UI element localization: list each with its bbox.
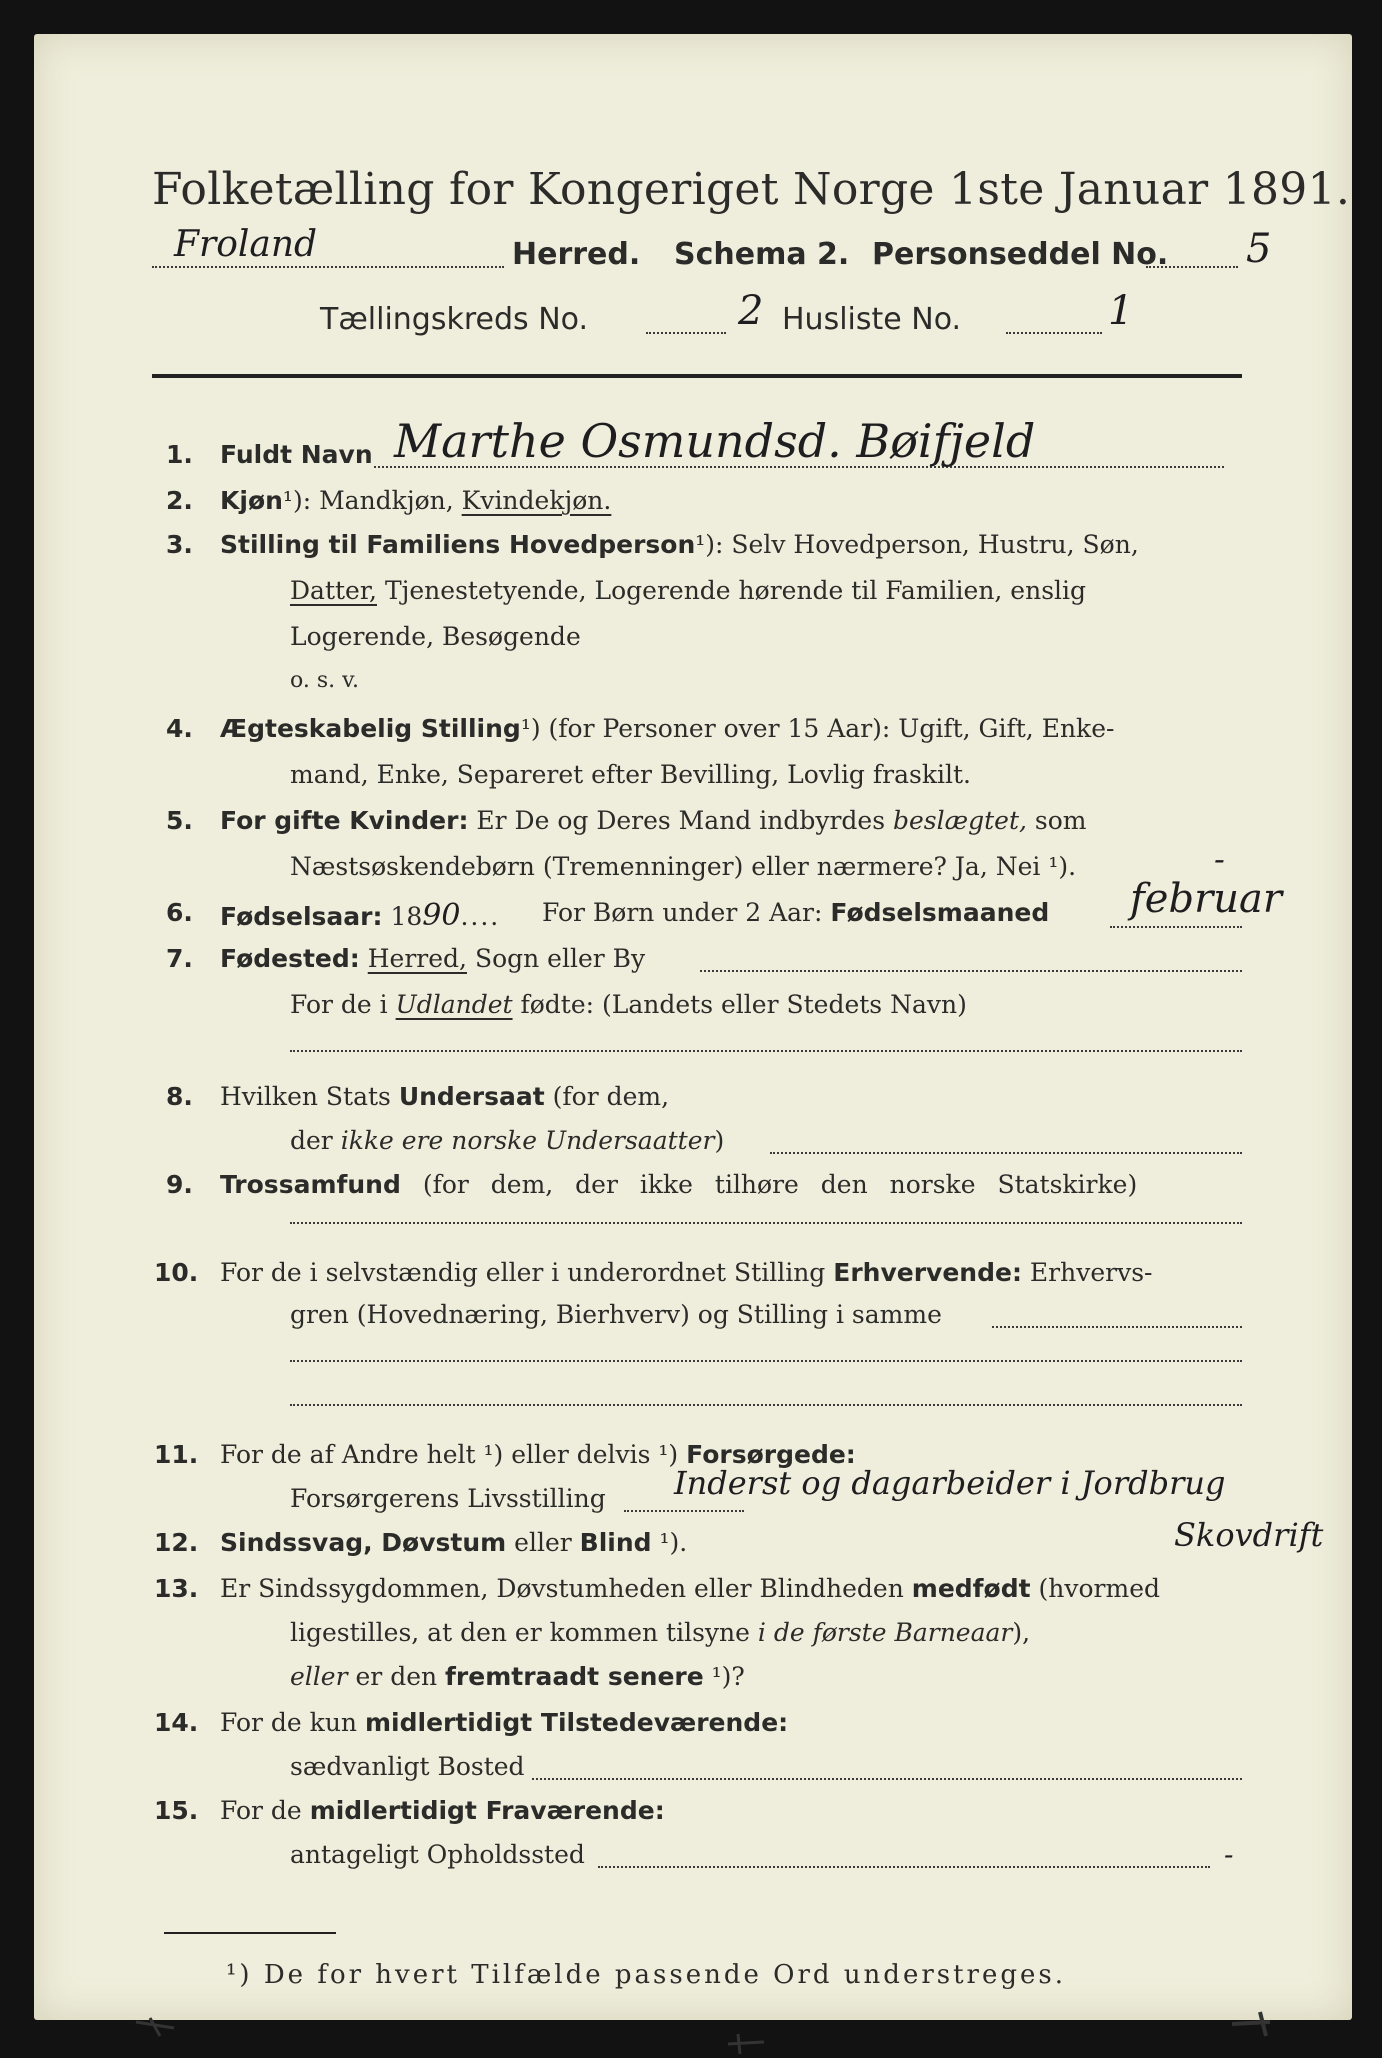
husliste-value: 1 [1108, 288, 1134, 334]
q6-number: 6. [166, 898, 193, 927]
q13-line1 [220, 1574, 1160, 1603]
q1-name-value: Marthe Osmundsd. Bøifjeld [394, 414, 1036, 468]
q10-text-b: Erhvervs- [1029, 1258, 1153, 1287]
q2-option-male: ¹): Mandkjøn, [282, 486, 454, 515]
husliste-dotted-line [1006, 332, 1102, 334]
q10-line1 [220, 1258, 1152, 1287]
q3-number: 3. [166, 530, 193, 559]
personseddel-value: 5 [1246, 226, 1272, 272]
q12-line [220, 1528, 687, 1557]
q7-line1 [220, 944, 645, 973]
q10-blank-line-2 [290, 1404, 1242, 1406]
q1-label: Fuldt Navn [220, 440, 373, 469]
q2-text [220, 486, 611, 515]
q6-month-label: Fødselsmaaned [830, 898, 1050, 927]
q5-question-end: som [1034, 806, 1087, 835]
q15-dotted-line [598, 1866, 1210, 1868]
q13-text-d: ), [1012, 1618, 1031, 1647]
q14-label: midlertidigt Tilstedeværende: [364, 1708, 789, 1737]
q7-foreign-b: fødte: (Landets eller Stedets Navn) [520, 990, 967, 1019]
q8-text-d: ) [714, 1126, 725, 1155]
q15-line2: antageligt Opholdssted [290, 1840, 585, 1869]
q2-label: Kjøn [220, 486, 283, 515]
q4-label: Ægteskabelig Stilling [220, 714, 521, 743]
q11-value-line1: Inderst og dagarbeider i Jordbrug [674, 1464, 1226, 1502]
q12-label: Sindssvag, Døvstum [220, 1528, 507, 1557]
q7-options: Sogn eller By [474, 944, 646, 973]
q14-line1 [220, 1708, 788, 1737]
q9-line [220, 1170, 1137, 1199]
q4-line1 [220, 714, 1114, 743]
q5-line2: Næstsøskendebørn (Tremenninger) eller nærmere? Ja, Nei ¹). [290, 852, 1077, 881]
q2-option-female-marked: Kvindekjøn. [461, 486, 612, 515]
q3-options-2: Tjenestetyende, Logerende hørende til Familien, enslig [384, 576, 1087, 605]
q14-number: 14. [154, 1708, 199, 1737]
form-title: Folketælling for Kongeriget Norge 1ste Januar 1891. [152, 164, 1351, 215]
registration-mark-center-icon [724, 2032, 768, 2058]
footnote: ¹) De for hvert Tilfælde passende Ord understreges. [226, 1960, 1067, 1990]
q6-line-b [542, 898, 1049, 927]
herred-dotted-line [152, 266, 504, 268]
q3-options-1: ¹): Selv Hovedperson, Hustru, Søn, [695, 530, 1139, 559]
q4-number: 4. [166, 714, 193, 743]
q10-number: 10. [154, 1258, 199, 1287]
q13-text-e: er den [355, 1662, 438, 1691]
q15-value: - [1224, 1838, 1234, 1871]
q14-text-a: For de kun [220, 1708, 358, 1737]
q15-text-a: For de [220, 1796, 302, 1825]
q6-label: Fødselsaar: [220, 902, 383, 931]
q8-line2 [290, 1126, 724, 1155]
header-rule [152, 374, 1242, 378]
q3-line1 [220, 530, 1139, 559]
kreds-value: 2 [738, 288, 764, 334]
q8-number: 8. [166, 1082, 193, 1111]
q6-line: Fødselsaar: 1890.... [220, 898, 501, 933]
kreds-label: Tællingskreds No. [320, 302, 588, 337]
q13-text-c: ligestilles, at den er kommen tilsyne [290, 1618, 750, 1647]
q5-label: For gifte Kvinder: [220, 806, 469, 835]
q1-number: 1. [166, 440, 193, 469]
q3-label: Stilling til Familiens Hovedperson [220, 530, 696, 559]
q14-line2: sædvanligt Bosted [290, 1752, 525, 1781]
q8-line1 [220, 1082, 669, 1111]
personseddel-label: Personseddel No. [872, 237, 1169, 272]
q7-number: 7. [166, 944, 193, 973]
q12-text-b: ¹). [659, 1528, 688, 1557]
q13-label: medfødt [911, 1574, 1031, 1603]
q9-label: Trossamfund [220, 1170, 401, 1199]
registration-mark-left-icon [134, 2014, 178, 2040]
q11-label: Forsørgede: [686, 1440, 856, 1469]
q7-option-herred-marked: Herred, [367, 944, 467, 973]
q8-text-c: der [290, 1126, 333, 1155]
q15-number: 15. [154, 1796, 199, 1825]
q8-text-b: (for dem, [552, 1082, 670, 1111]
q11-value-line2: Skovdrift [1174, 1516, 1324, 1554]
q6-infant-text: For Børn under 2 Aar: [542, 898, 823, 927]
q5-line1 [220, 806, 1087, 835]
q5-number: 5. [166, 806, 193, 835]
q10-dotted-line [992, 1326, 1242, 1328]
q13-number: 13. [154, 1574, 199, 1603]
q6-month-value: februar [1130, 876, 1282, 922]
q10-text-a: For de i selvstændig eller i underordnet Stilling [220, 1258, 826, 1287]
herred-label: Herred. [512, 237, 641, 272]
q13-label-2: fremtraadt senere [445, 1662, 704, 1691]
schema-label: Schema 2. [674, 237, 850, 272]
herred-value: Froland [174, 224, 318, 265]
q8-text-a: Hvilken Stats [220, 1082, 391, 1111]
q10-blank-line-1 [290, 1360, 1242, 1362]
q3-line2 [290, 576, 1086, 605]
q15-line1 [220, 1796, 665, 1825]
q12-number: 12. [154, 1528, 199, 1557]
q7-line2 [290, 990, 967, 1019]
q8-dotted-line [770, 1152, 1242, 1154]
q11-dotted-line [624, 1510, 744, 1512]
q13-line3 [290, 1662, 745, 1691]
q10-label: Erhvervende: [833, 1258, 1022, 1287]
q11-line2: Forsørgerens Livsstilling [290, 1484, 606, 1513]
q7-dotted-line [700, 970, 1242, 972]
q11-number: 11. [154, 1440, 199, 1469]
q2-number: 2. [166, 486, 193, 515]
q14-dotted-line [532, 1778, 1242, 1780]
q13-italic: i de første Barneaar [757, 1618, 1013, 1647]
q15-label: midlertidigt Fraværende: [309, 1796, 665, 1825]
q11-text-a: For de af Andre helt ¹) eller delvis ¹) [220, 1440, 679, 1469]
q13-line2 [290, 1618, 1030, 1647]
q7-foreign-italic: Udlandet [395, 990, 513, 1019]
q9-text: (for dem, der ikke tilhøre den norske Statskirke) [422, 1170, 1138, 1199]
q13-italic-2: eller [290, 1662, 348, 1691]
q6-year-value: 90 [422, 898, 461, 933]
q7-foreign-a: For de i [290, 990, 388, 1019]
q5-value: - [1214, 840, 1225, 878]
q4-line2: mand, Enke, Separeret efter Bevilling, Lovlig fraskilt. [290, 760, 971, 789]
q9-blank-line [290, 1222, 1242, 1224]
q8-italic: ikke ere norske Undersaatter [340, 1126, 715, 1155]
q12-label-2: Blind [579, 1528, 652, 1557]
q6-dotted-line [1110, 926, 1242, 928]
q6-year-prefix: 18 [390, 902, 423, 931]
census-form-sheet [34, 34, 1352, 2020]
q7-blank-line [290, 1050, 1242, 1052]
q13-text-f: ¹)? [711, 1662, 745, 1691]
q3-line3: Logerende, Besøgende [290, 622, 581, 651]
q5-italic-word: beslægtet, [893, 806, 1027, 835]
q7-label: Fødested: [220, 944, 360, 973]
husliste-label: Husliste No. [782, 302, 962, 337]
q3-line4: o. s. v. [290, 668, 359, 693]
q8-label: Undersaat [398, 1082, 545, 1111]
q13-text-b: (hvormed [1038, 1574, 1161, 1603]
registration-mark-right-icon [1230, 2010, 1274, 2040]
q9-number: 9. [166, 1170, 193, 1199]
q10-line2: gren (Hovednæring, Bierhverv) og Stilling i samme [290, 1300, 942, 1329]
personseddel-dotted-line [1146, 266, 1238, 268]
q3-option-datter-marked: Datter, [290, 576, 377, 605]
q4-options-1: ¹) (for Personer over 15 Aar): Ugift, Gift, Enke- [520, 714, 1115, 743]
q13-text-a: Er Sindssygdommen, Døvstumheden eller Blindheden [220, 1574, 904, 1603]
q5-question-1: Er De og Deres Mand indbyrdes [476, 806, 886, 835]
footnote-rule [164, 1932, 336, 1934]
q12-text-a: eller [514, 1528, 572, 1557]
kreds-dotted-line [646, 332, 726, 334]
